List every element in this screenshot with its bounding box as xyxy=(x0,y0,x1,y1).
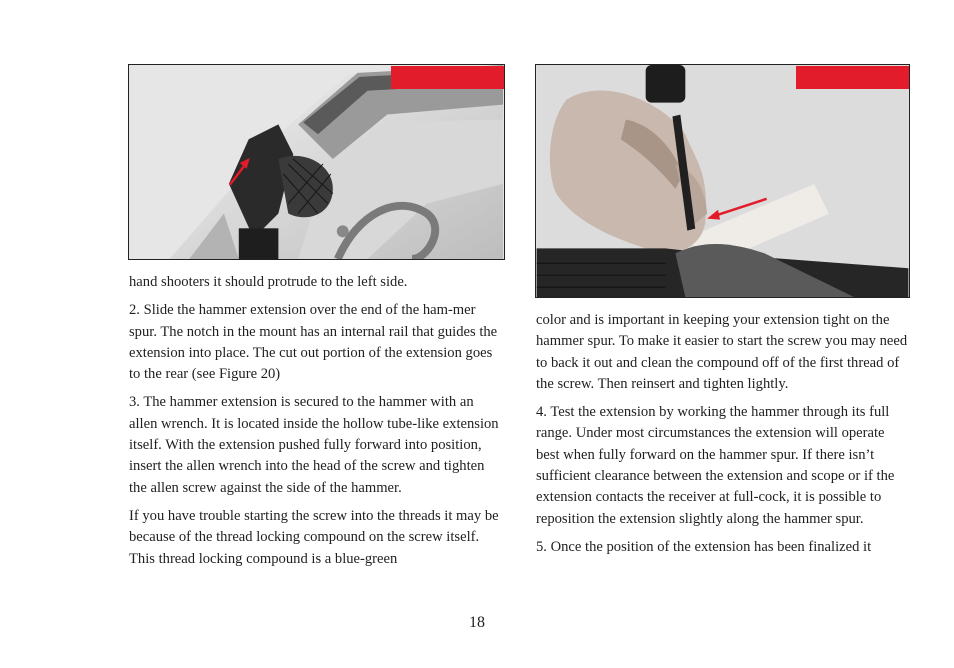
paragraph: 3. The hammer extension is secured to the hammer with an allen wrench. It is located inside the hollow tube-like extension itself. With the extension pushed fully forward into position, insert the allen wrench into the head of the screw and tighten the allen screw against the side of the hammer. xyxy=(129,394,499,496)
paragraph: 5. Once the position of the extension has been finalized it xyxy=(536,538,872,555)
hammer-extension-photo xyxy=(129,65,504,259)
figure-tab xyxy=(796,66,909,89)
paragraph: 2. Slide the hammer extension over the end of the ham-mer spur. The notch in the mount has an internal rail that guides the extension into place. The cut out portion of the extension goes to the rear (see Figure 20) xyxy=(129,302,498,383)
paragraph: hand shooters it should protrude to the left side. xyxy=(129,274,408,290)
paragraph: color and is important in keeping your extension tight on the hammer spur. To make it easier to start the screw you may need to back it out and clean the compound off of the first thread of the screw. Then reinsert and tighten lightly. xyxy=(536,312,908,392)
left-column xyxy=(129,272,503,577)
figure-hammer-extension xyxy=(128,64,505,260)
paragraph: 4. Test the extension by working the hammer through its full range. Under most circumstances the extension will operate best when fully forward on the hammer spur. If there isn’t sufficient clearance between the extension and scope or if the extension contacts the receiver at full-cock, it is possible to reposition the extension slightly along the hammer spur. xyxy=(536,404,895,527)
paragraph: If you have trouble starting the screw into the threads it may be because of the thread locking compound on the screw itself. This thread locking compound is a blue-green xyxy=(129,507,499,567)
page-number: 18 xyxy=(469,614,485,631)
figure-tab xyxy=(391,66,504,89)
right-column xyxy=(536,310,910,565)
allen-wrench-photo xyxy=(536,65,909,297)
figure-allen-wrench xyxy=(535,64,910,298)
